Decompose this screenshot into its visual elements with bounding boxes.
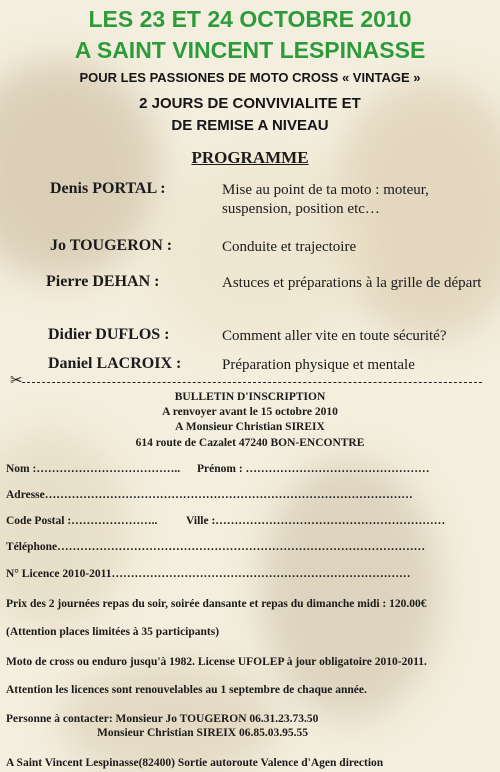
bulletin-address: 614 route de Cazalet 47240 BON-ENCONTRE xyxy=(135,437,365,449)
speaker-topic: Astuces et préparations à la grille de départ xyxy=(222,275,482,291)
licence-renewal-note: Attention les licences sont renouvelables au 1 septembre de chaque année. xyxy=(6,684,367,696)
directions-text: A Saint Vincent Lespinasse(82400) Sortie autoroute Valence d'Agen direction xyxy=(6,757,384,769)
moto-requirements: Moto de cross ou enduro jusqu'à 1982. License UFOLEP à jour obligatoire 2010-2011. xyxy=(6,656,427,668)
ville-field[interactable]: Ville :…………………………………………………… xyxy=(186,515,446,527)
contact-primary: Personne à contacter: Monsieur Jo TOUGERON 06.31.23.73.50 xyxy=(6,713,319,725)
bulletin-recipient: A Monsieur Christian SIREIX xyxy=(175,421,325,433)
event-location-heading: A SAINT VINCENT LESPINASSE xyxy=(74,37,426,63)
event-date-heading: LES 23 ET 24 OCTOBRE 2010 xyxy=(88,6,412,32)
speaker-topic: Mise au point de ta moto : moteur, suspension, position etc… xyxy=(222,182,429,217)
price-text: Prix des 2 journées repas du soir, soirée dansante et repas du dimanche midi : 120.00€ xyxy=(6,598,427,610)
speaker-name: Pierre DEHAN : xyxy=(46,273,160,290)
cut-line xyxy=(10,374,482,388)
bulletin-title: BULLETIN D'INSCRIPTION xyxy=(174,391,326,403)
speaker-name: Didier DUFLOS : xyxy=(48,326,170,343)
telephone-field[interactable]: Téléphone…………………………………………………………………………………… xyxy=(6,541,426,553)
prenom-field[interactable]: Prénom : ………………………………………… xyxy=(197,463,430,475)
bulletin-deadline: A renvoyer avant le 15 octobre 2010 xyxy=(162,406,338,418)
tagline-line1: 2 JOURS DE CONVIVIALITE ET xyxy=(139,95,361,112)
speaker-topic: Comment aller vite en toute sécurité? xyxy=(222,328,447,344)
speaker-topic: Préparation physique et mentale xyxy=(222,357,415,373)
audience-line: POUR LES PASSIONES DE MOTO CROSS « VINTAGE » xyxy=(79,70,421,85)
adresse-field[interactable]: Adresse…………………………………………………………………………………… xyxy=(6,489,413,501)
licence-field[interactable]: N° Licence 2010-2011…………………………………………………………………… xyxy=(6,568,411,580)
speaker-name: Daniel LACROIX : xyxy=(48,355,182,372)
programme-title: PROGRAMME xyxy=(191,148,309,167)
speaker-topic: Conduite et trajectoire xyxy=(222,239,357,255)
speaker-name: Denis PORTAL : xyxy=(50,180,166,197)
speaker-name: Jo TOUGERON : xyxy=(50,237,173,254)
tagline-line2: DE REMISE A NIVEAU xyxy=(171,117,329,134)
places-note: (Attention places limitées à 35 participants) xyxy=(6,626,220,638)
scissors-icon: ✂ xyxy=(10,373,23,389)
nom-field[interactable]: Nom :……………………………….. xyxy=(6,463,181,475)
contact-secondary: Monsieur Christian SIREIX 06.85.03.95.55 xyxy=(97,727,308,739)
code-postal-field[interactable]: Code Postal :………………….. xyxy=(6,515,158,527)
